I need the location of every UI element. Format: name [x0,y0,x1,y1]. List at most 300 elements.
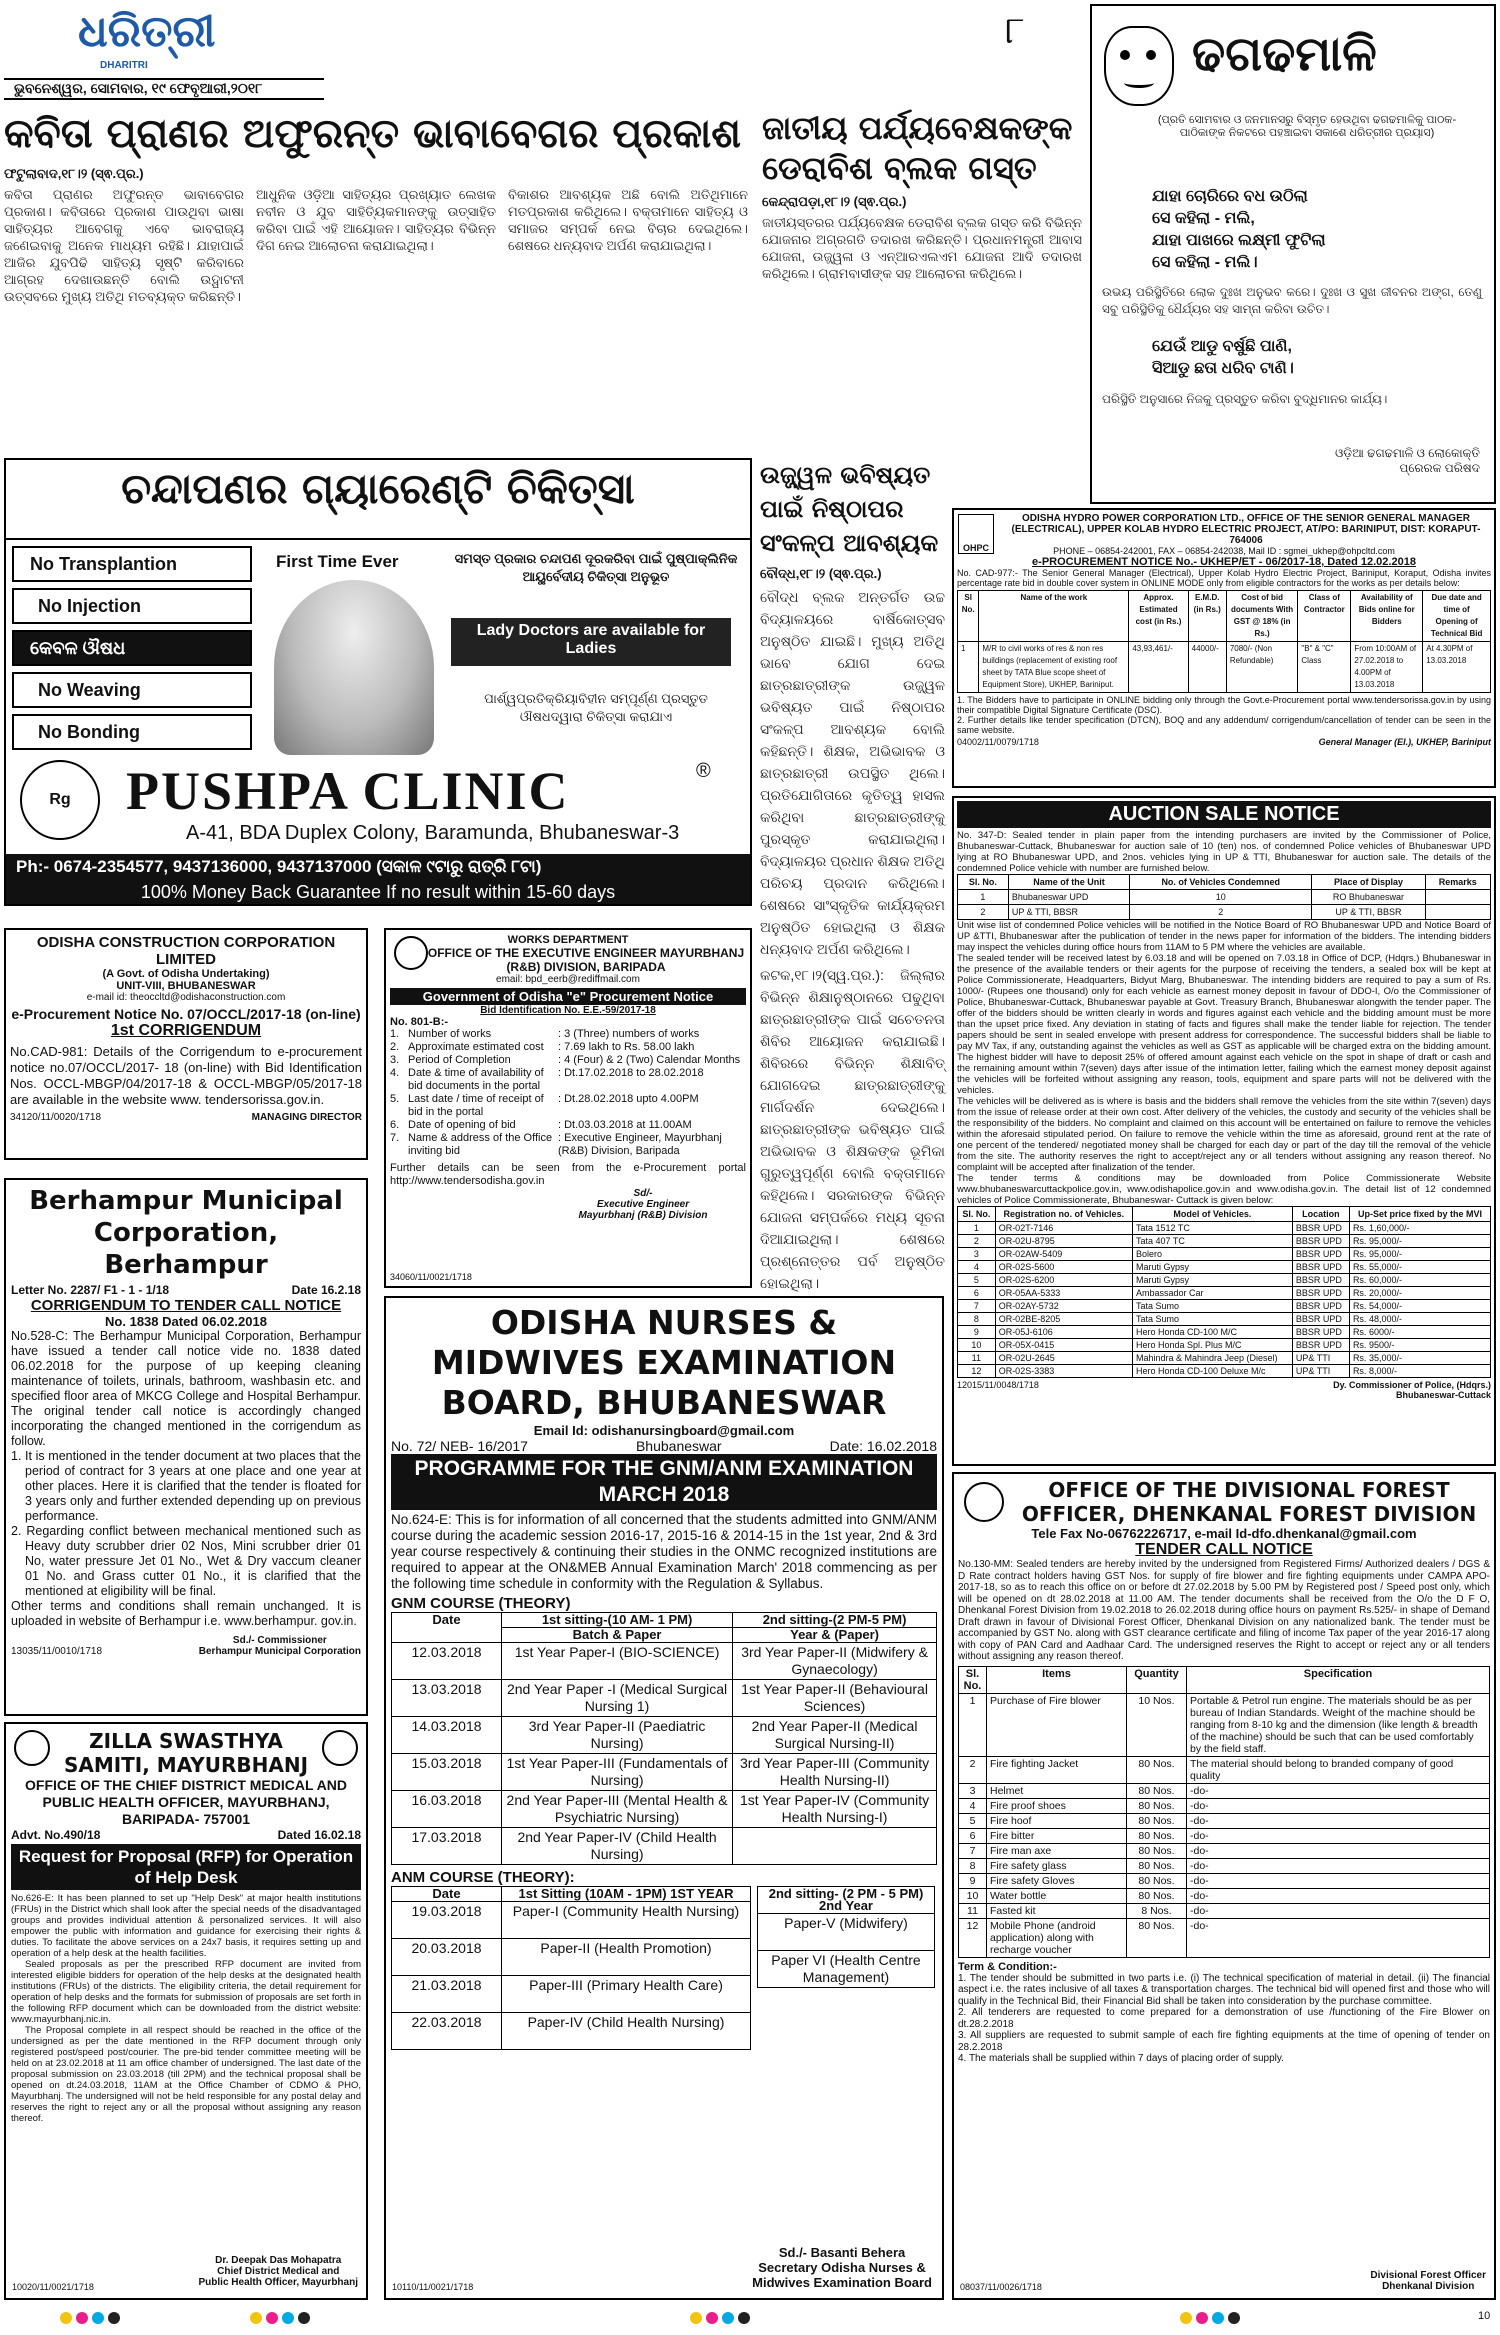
nurses-title: ODISHA NURSES & MIDWIVES EXAMINATION BOARD, BHUBANESWAR [431,1303,897,1422]
table-header: Items [987,1666,1127,1693]
story-column: ଆଧୁନିକ ଓଡ଼ିଆ ସାହିତ୍ୟର ପ୍ରଖ୍ୟାତ ଲେଖକ ନବୀନ ଓ ଯୁବ ସାହିତ୍ୟିକମାନଙ୍କୁ ଉତ୍ସାହିତ କରିବା ପାଇଁ ଏହି ଆୟୋଜନ। ସାହିତ୍ୟର ବିଭିନ୍ନ ଦିଗ ନେଇ ଆଲୋଚନା କରାଯାଇଥିଲା। [256,187,496,253]
zss-office: OFFICE OF THE CHIEF DISTRICT MEDICAL AND PUBLIC HEALTH OFFICER, MAYURBHANJ, BARIPADA- 757001 [25,1777,347,1827]
ohpc-table [957,590,1491,693]
works-ref: 34060/11/0021/1718 [390,1272,472,1282]
nurses-email: Email Id: odishanursingboard@gmail.com [533,1423,795,1438]
works-further: Further details can be seen from the e-Procurement portal http://www.tendersodisha.gov.in [390,1162,746,1187]
anm-table-2nd [757,1886,935,1988]
table-header: Registration no. of Vehicles. [995,1207,1132,1222]
table-cell: BBSR UPD [1292,1339,1349,1352]
table-cell: 1st Year Paper-IV (Community Health Nursing-I) [733,1791,937,1828]
table-cell: 6. [390,1119,400,1131]
odisha-emblem-icon [394,936,428,970]
table-row [392,1754,937,1791]
table-cell: Paper VI (Health Centre Management) [758,1951,935,1988]
story-dateline: କେନ୍ଦ୍ରାପଡ଼ା,୧୮।୨ (ସ୍ଵ.ପ୍ର.) [762,194,907,209]
story-headline: କବିତା ପ୍ରାଣର ଅଫୁରନ୍ତ ଭାବାବେଗର ପ୍ରକାଶ [4,111,742,157]
table-cell: 20.03.2018 [392,1939,502,1976]
table-cell: Purchase of Fire blower [987,1693,1127,1756]
bmc-sign: Sd./- Commissioner Berhampur Municipal Corporation [198,1635,361,1657]
table-cell: Rs. 54,000/- [1349,1300,1490,1313]
table-cell: BBSR UPD [1292,1261,1349,1274]
table-cell: BBSR UPD [1292,1313,1349,1326]
table-cell: Rs. 8,000/- [1349,1365,1490,1378]
color-swatch [722,2312,734,2324]
table-cell: 6 [959,1828,987,1843]
table-cell: 3rd Year Paper-III (Community Health Nursing-II) [733,1754,937,1791]
table-cell: Hero Honda CD-100 Deluxe M/c [1132,1365,1292,1378]
works-bid-id: Bid Identification No. E.E.-59/2017-18 [480,1005,656,1016]
table-cell: 2nd Year Paper-III (Mental Health & Psychiatric Nursing) [502,1791,733,1828]
table-cell: 80 Nos. [1127,1783,1187,1798]
table-cell: OR-02S-6200 [995,1274,1132,1287]
table-cell: 1st Year Paper-II (Behavioural Sciences) [733,1680,937,1717]
table-cell: BBSR UPD [1292,1326,1349,1339]
table-cell: M/R to civil works of res & non res buildings (replacement of existing roof sheet by TATA Blue scope sheet of Equipment Store), UKHEP, Bariniput. [979,642,1129,693]
works-details [390,1028,746,1158]
table-header: Sl. No. [958,875,1009,890]
table-cell: Rs. 48,000/- [1349,1313,1490,1326]
color-swatch-group [250,2312,310,2324]
table-cell: "B" & "C" Class [1298,642,1351,693]
forest-term: 4. The materials shall be supplied within 7 days of placing order of supply. [958,2053,1284,2064]
forest-emblem-icon [964,1482,1004,1522]
clinic-name: PUSHPA CLINIC [126,761,570,821]
table-cell: The material should belong to branded company of good quality [1187,1756,1490,1783]
table-cell: 2nd Year Paper -I (Medical Surgical Nursing 1) [502,1680,733,1717]
table-cell: OR-02T-7146 [995,1222,1132,1235]
clinic-feature: No Transplantion [12,546,252,582]
table-header: Quantity [1127,1666,1187,1693]
auction-title: AUCTION SALE NOTICE [957,801,1491,828]
table-cell: -do- [1187,1888,1490,1903]
table-header: Approx. Estimated cost (in Rs.) [1129,591,1188,642]
table-cell: Fire bitter [987,1828,1127,1843]
table-row [958,1222,1491,1235]
table-cell: 12.03.2018 [392,1643,502,1680]
color-swatch [1228,2312,1240,2324]
table-cell: 3. [390,1054,400,1066]
auction-para: The sealed tender will be received latest by 6.03.18 and will be opened on 7.03.18 in Office of DCP, (Hdqrs.) Bhubaneswar in the presence of the available tenders or their agents for the purpose of receiving the tenders, a sealed box will be kept at Police Commissionerate, Headquarters, Bidyut Marg, Bhubaneswar. The intending bidders are required to pay a sum of Rs. 1000/- (Rupees one thousand) only for each vehicle as earnest money deposit in favour of DDO-I, O/o the Commissioner of Police, Bhubaneswar-Cuttack, Bhubaneswar payable at Govt. Treasury Branch, Bhubaneswar alongwith the tender paper. The offer of the bidders should be written clearly in words and figures against each vehicle and the bidding amount must be more than the upset price fixed. Any deviation in stating of facts and figures shall make the tender liable for rejection. The tender papers should be sent in sealed envelope with present address for correspondence. The successful bidders shall be liable to pay MV Tax, if any, outstanding against the vehicles as well as GST as applicable will be charged extra on the bidding amount. The highest bidder will have to deposit 25% of offered amount against each vehicle on the spot in shape of draft or cash and the remaining amount within 7(seven) days after issue of the intimation letter, failing which the earnest money deposit against the vehicles will be forfeited without assigning any reason, tools, equipment and spare parts will not be delivered with the vehicles. [957,953,1491,1096]
page-mark: ୮ [1005,10,1025,52]
forest-tcn: TENDER CALL NOTICE [1135,1541,1313,1558]
table-cell: Last date / time of receipt of bid in the portal [408,1093,544,1118]
head-illustration [274,580,434,755]
column-verse: ଯେଉଁ ଆଡୁ ବର୍ଷୁଛି ପାଣି, ସିଆଡୁ ଛତା ଧରିବ ଟାଣି। [1152,338,1294,377]
table-header: Due date and time of Opening of Technical Bid [1423,591,1491,642]
table-cell: UP & TTI, BBSR [1008,905,1129,920]
table-header: Class of Contractor [1298,591,1351,642]
table-header: E.M.D. (in Rs.) [1188,591,1226,642]
table-cell: 14.03.2018 [392,1717,502,1754]
table-cell: Rs. 6000/- [1349,1326,1490,1339]
color-swatch [298,2312,310,2324]
works-office: OFFICE OF THE EXECUTIVE ENGINEER MAYURBHANJ (R&B) DIVISION, BARIPADA [427,946,745,974]
table-cell: 2 [958,905,1009,920]
table-cell: 80 Nos. [1127,1756,1187,1783]
table-cell: Fire safety Gloves [987,1873,1127,1888]
table-header: Cost of bid documents With GST @ 18% (in Rs.) [1226,591,1298,642]
color-swatch-group [690,2312,750,2324]
zss-right-logo [322,1730,358,1766]
table-header: 1st Sitting (10AM - 1PM) 1ST YEAR [502,1887,751,1902]
table-row [958,642,1491,693]
table-cell: BBSR UPD [1292,1222,1349,1235]
table-row [959,1918,1490,1957]
nurses-no: No. 72/ NEB- 16/2017 [391,1438,528,1454]
bmc-no: No. 1838 Dated 06.02.2018 [105,1314,267,1329]
ohpc-title: ODISHA HYDRO POWER CORPORATION LTD., OFFICE OF THE SENIOR GENERAL MANAGER (ELECTRICAL), UPPER KOLAB HYDRO ELECTRIC PROJECT, AT/PO: BARINIPUT, DIST: KORAPUT- 764006 [1011,513,1481,546]
gnm-table [391,1612,937,1865]
table-cell: 3rd Year Paper-II (Midwifery & Gynaecology) [733,1643,937,1680]
anm-title: ANM COURSE (THEORY): [391,1869,575,1886]
zss-title: ZILLA SWASTHYA SAMITI, MAYURBHANJ [63,1729,309,1777]
table-row [958,1261,1491,1274]
table-row [758,1951,935,1988]
zss-body: Sealed proposals as per the prescribed RFP document are invited from interested eligible bidders for operation of the help desks at the designated health institutions (FRUs) of the districts. The eligibility criteria, the detail requirement for operation of help desks and the formats for submission of proposals are set forth in the following RFP document which can be downloaded from the district website: www.mayurbhanj.nic.in. [11,1959,361,2025]
bmc-date: Date 16.2.18 [291,1283,361,1297]
clinic-side-note: ପାର୍ଶ୍ୱପ୍ରତିକ୍ରିୟାବିହୀନ ସମ୍ପୂର୍ଣ୍ଣ ପ୍ରସ୍ତୁତ ଔଷଧଦ୍ୱାରା ଚିକିତ୍ସା କରାଯାଏ [484,691,708,724]
table-row [758,1914,935,1951]
bmc-letter: Letter No. 2287/ F1 - 1 - 1/18 [11,1283,170,1297]
table-cell: Maruti Gypsy [1132,1261,1292,1274]
table-cell: Paper-II (Health Promotion) [502,1939,751,1976]
works-banner: Government of Odisha "e" Procurement Notice [390,988,746,1005]
ohpc-logo: OHPC [958,514,994,554]
ohpc-ref: 04002/11/0079/1718 [957,737,1039,747]
anm-table [391,1886,751,2050]
table-cell: 80 Nos. [1127,1888,1187,1903]
table-cell: Mahindra & Mahindra Jeep (Diesel) [1132,1352,1292,1365]
forest-ref: 08037/11/0026/1718 [960,2282,1042,2292]
bmc-body: No.528-C: The Berhampur Municipal Corporation, Berhampur have issued a tender call notice vide no. 1838 dated 06.02.2018 for the purpose of up keeping cleaning maintenance of toilets, urinals, bathroom, washbasin etc. and specified floor area of MKCG College and Hospital Berhampur. The original tender call notice is accordingly changed incorporating the changed mentioned in the corrigendum as follow. [11,1329,361,1448]
works-dept: WORKS DEPARTMENT [507,934,629,946]
table-cell: 1 [958,890,1009,905]
table-cell: 12 [958,1365,996,1378]
table-header: Sl No. [958,591,979,642]
table-cell: 80 Nos. [1127,1813,1187,1828]
table-row [392,1828,937,1865]
ohpc-note: 1. The Bidders have to participate in ONLINE bidding only through the Govt.e-Procurement portal www.tendersorissa.gov.in by using their compatible Digital Signature Certificate (DSC). [957,695,1491,715]
table-row [958,1339,1491,1352]
first-time-label: First Time Ever [276,552,399,571]
table-cell: UP& TTI [1292,1352,1349,1365]
forest-term: 1. The tender should be submitted in two parts i.e. (i) The technical specification of material in detail. (ii) The financial aspect i.e. the rates inclusive of all taxes & transportation charges. The technical bid will opened first and those who will qualify in the Technical Bid, their Financial Bid shall be taken into consideration by the purchase committee. [958,1972,1490,2007]
table-cell: Portable & Petrol run engine. The materials should be as per bureau of Indian Standards. Weight of the machine should be ranging from 8-10 kg and the dimension (like length & breadth of the machine) should be such that can be used comfortably by the field staff. [1187,1693,1490,1756]
gnm-title: GNM COURSE (THEORY) [391,1595,571,1612]
zss-body: The Proposal complete in all respect should be reached in the office of the undersigned as per the date mentioned in the RFP document through only registered post/speed post/courier. The pre-bid tender committee meeting will be held on at 23.02.2018 at 11 am office chamber of undersigned. The last date of the proposal submission on 23.03.2018 (till 2PM) and the technical proposal shall be opened on dt.24.03.2018, 11AM at the Office Chamber of CDMO & PHO, Mayurbhanj. The undersigned will not be held responsible for any postal delay and reserves the right to reject any or all the proposal without assigning any reason thereof. [11,2025,361,2124]
color-swatch [250,2312,262,2324]
column-body: ପରିସ୍ଥିତି ଅନୁସାରେ ନିଜକୁ ପ୍ରସ୍ତୁତ କରିବା ବୁଦ୍ଧିମାନର କାର୍ଯ୍ୟ। [1102,392,1388,406]
story-dateline: ଫଟୁଲାବାଦ,୧୮।୨ (ସ୍ଵ.ପ୍ର.) [4,166,144,181]
story-column: କବିତା ପ୍ରାଣର ଅଫୁରନ୍ତ ଭାବାବେଗର ପ୍ରକାଶ। କବିତାରେ ପ୍ରକାଶ ପାଉଥିବା ଭାଷା ସାହିତ୍ୟର ଆବେଗକୁ ଏବେ ଭାବରାଜ୍ୟ ଜଣେଇବାକୁ ଅନେକ ମାଧ୍ୟମ ରହିଛି। ଯାହାପାଇଁ ଆଜିର ଯୁବପିଢି ସାହିତ୍ୟ ସୃଷ୍ଟି କରିବାରେ ଆଗ୍ରହ ଦେଖାଉଛନ୍ତି ବୋଲି ଉଦ୍ଘାଟନୀ ଉତ୍ସବରେ ମୁଖ୍ୟ ଅତିଥି ମତବ୍ୟକ୍ତ କରିଛନ୍ତି। [4,187,244,304]
table-cell [1425,890,1490,905]
occl-title: ODISHA CONSTRUCTION CORPORATION LIMITED [36,934,336,968]
table-cell: 4 [959,1798,987,1813]
table-row [958,1326,1491,1339]
table-header: Up-Set price fixed by the MVI [1349,1207,1490,1222]
works-detail-row [390,1093,746,1119]
color-swatch [738,2312,750,2324]
table-cell: 1st Year Paper-I (BIO-SCIENCE) [502,1643,733,1680]
works-detail-row [390,1041,746,1054]
story-body: ଜାତୀୟସ୍ତରର ପର୍ଯ୍ୟବେକ୍ଷକ ଡେରାବିଶ ବ୍ଲକ ଗସ୍ତ କରି ବିଭିନ୍ନ ଯୋଜନାର ଅଗ୍ରଗତି ତଦାରଖ କରିଛନ୍ତି। ପ୍ରଧାନମନ୍ତ୍ରୀ ଆବାସ ଯୋଜନା, ଉଜ୍ଜ୍ୱଳା ଓ ଏନ୍ଆରଏଲଏମ ଯୋଜନା ଆଦି ତଦାରଖ କରିଥିଲେ। ଗ୍ରାମବାସୀଙ୍କ ସହ ଆଲୋଚନା କରିଥିଲେ। [762,215,1082,281]
table-cell: Rs. 55,000/- [1349,1261,1490,1274]
table-cell: 12 [959,1918,987,1957]
page-number: 10 [1478,2310,1491,2322]
table-header: Date [392,1887,502,1902]
table-header: Batch & Paper [502,1628,733,1643]
auction-sign: Dy. Commissioner of Police, (Hdqrs.) Bhubaneswar-Cuttack [1333,1380,1491,1400]
table-cell: 22.03.2018 [392,2013,502,2050]
bmc-item: 1. It is mentioned in the tender document at two places that the period of contract for 3 years at one place and one year at other places. Here it is clarified that the tender is floated for 3 years only and further extended depending up on previous performance. [11,1449,361,1523]
table-cell: 1 [958,1222,996,1235]
table-cell: Date of opening of bid [408,1119,516,1131]
zss-notice [4,1722,368,2300]
table-cell: Hero Honda Spl. Plus M/C [1132,1339,1292,1352]
table-cell: Rs. 1,60,000/- [1349,1222,1490,1235]
table-cell: -do- [1187,1783,1490,1798]
lady-doctors-banner: Lady Doctors are available for Ladies [451,618,731,666]
color-swatch [266,2312,278,2324]
occl-ref: 34120/11/0020/1718 [10,1112,102,1123]
table-cell: OR-05X-0415 [995,1339,1132,1352]
table-cell: Rs. 9500/- [1349,1339,1490,1352]
occl-unit: UNIT-VIII, BHUBANESWAR [116,980,256,992]
color-swatch [1196,2312,1208,2324]
clinic-feature: No Bonding [12,714,252,750]
ohpc-notice [952,508,1496,788]
table-cell: 8 Nos. [1127,1903,1187,1918]
zss-advt: Advt. No.490/18 [11,1828,101,1842]
bmc-item: 2. Regarding conflict between mechanical mentioned such as Heavy duty scrubber drier 02 Nos, Mini scrubber drier 01 No, water pressure Jet 01 No., Wet & Dry vaccum cleaner 01 No. and Grass cutter 01 No., it is clarified that the mentioned at eligibility will be final. [11,1524,361,1598]
table-row [958,1365,1491,1378]
table-cell: 80 Nos. [1127,1858,1187,1873]
zss-rfp: Request for Proposal (RFP) for Operation of Help Desk [11,1844,361,1890]
color-swatch [76,2312,88,2324]
ohpc-note: 2. Further details like tender specification (DTCN), BOQ and any addendum/ corrigendum/cancellation of tender can be seen in the same website. [957,715,1491,735]
zss-body: No.626-E: It has been planned to set up "Help Desk" at major health institutions (FRUs) in the District which shall look after the special needs of the disadvantaged groups and provides individual attention & personalized services. It will also empower the public with information and guidance for exercising their rights & duties. To facilitate the above services on a 24x7 basis, it requires setting up and operation of a help desk at the health facilities. [11,1893,361,1959]
table-row [959,1843,1490,1858]
clinic-headline: ଚନ୍ଦାପଣର ଗ୍ୟାରେଣ୍ଟି ଚିକିତ୍ସା [121,464,635,513]
registration-marks [0,2306,1500,2335]
table-cell: 7080/- (Non Refundable) [1226,642,1298,693]
table-cell: Fire fighting Jacket [987,1756,1127,1783]
table-cell: From 10:00AM of 27.02.2018 to 4.00PM of 13.03.2018 [1351,642,1423,693]
story-column: ବିକାଶର ଆବଶ୍ୟକ ଅଛି ବୋଲି ଅତିଥିମାନେ ମତପ୍ରକାଶ କରିଥିଲେ। ବକ୍ତାମାନେ ସାହିତ୍ୟ ଓ ସମାଜର ସମ୍ପର୍କ ନେଇ ବିଚାର ଦେଇଥିଲେ। ଶେଷରେ ଧନ୍ୟବାଦ ଅର୍ପଣ କରାଯାଇଥିଲା। [508,187,748,253]
table-cell: : Dt.17.02.2018 to 28.02.2018 [558,1067,704,1079]
table-cell: Date & time of availability of bid documents in the portal [408,1067,544,1092]
auction-ref: 12015/11/0048/1718 [957,1380,1039,1390]
table-row [959,1798,1490,1813]
table-cell: 6 [958,1287,996,1300]
auction-para: Unit wise list of condemned Police vehicles will be notified in the Notice Board of RO Bhubaneswar UPD and Notice Board of UP &TTI, Bhubaneswar after the publication of tender in the news paper for information of the bidders. The intending bidders may inspect the vehicles during office hours from 11AM to 5 PM where the vehicles are available. [957,920,1491,953]
table-cell: UP & TTI, BBSR [1312,905,1425,920]
table-row [392,1680,937,1717]
ohpc-notice-no: e-PROCUREMENT NOTICE No.- UKHEP/ET - 06/2017-18, Dated 12.02.2018 [1032,556,1416,568]
table-cell: 2 [1130,905,1312,920]
table-cell: Fire proof shoes [987,1798,1127,1813]
table-cell: -do- [1187,1798,1490,1813]
table-row [959,1858,1490,1873]
dharitri-logo-sub: DHARITRI [100,60,148,71]
clinic-feature: କେବଳ ଔଷଧ [12,630,252,666]
zss-left-logo [14,1730,50,1766]
table-header: Name of the Unit [1008,875,1129,890]
table-cell: 19.03.2018 [392,1902,502,1939]
color-swatch [282,2312,294,2324]
table-cell: -do- [1187,1873,1490,1888]
works-sign: Sd/- Executive Engineer Mayurbhanj (R&B) Division [578,1188,708,1221]
table-cell: 8 [958,1313,996,1326]
works-email: email: bpd_eerb@rediffmail.com [496,974,640,985]
column-title: ଢଗଢମାଳି [1192,26,1377,82]
clinic-treatment-text: ସମସ୍ତ ପ୍ରକାର ଚନ୍ଦାପଣ ଦୂରକରିବା ପାଇଁ ପୁଷ୍ପାକ୍ଲିନିକ ଆୟୁର୍ବେଦୀୟ ଚିକିତ୍ସା ଅନୁଭୂତ [454,551,738,584]
table-cell: Rs. 95,000/- [1349,1248,1490,1261]
auction-para: The vehicles will be delivered as is where is basis and the bidders shall remove the vehicles from the site within 7(seven) days from the issue of release order at their own cost. After delivery of the vehicles, the custody and security of the vehicles shall be the responsibility of the bidders. No complaint and claimed on this account will be entertained on failure to remove the vehicles within the aforesaid stipulated period. On failure to remove the vehicle within the time as aforesaid, ground rent at the rate of one percent of the tendered/ negotiated money shall be charged for each day or part of the day till the removal of the vehicle from the site. The authority reserves the right to accept/reject any or all tenders without assigning any reason thereof. No complaint will be accepted after finalization of the tender. [957,1096,1491,1173]
table-row [959,1903,1490,1918]
table-cell: 10 Nos. [1127,1693,1187,1756]
table-cell: Bolero [1132,1248,1292,1261]
table-cell: -do- [1187,1828,1490,1843]
table-header: 1st sitting-(10 AM- 1 PM) [502,1613,733,1628]
table-header: Place of Display [1312,875,1425,890]
auction-notice [952,796,1496,1466]
table-cell: 2 [958,1235,996,1248]
table-cell: 80 Nos. [1127,1828,1187,1843]
table-row [392,2013,751,2050]
table-cell: Tata 407 TC [1132,1235,1292,1248]
table-header: Location [1292,1207,1349,1222]
table-row [958,1352,1491,1365]
table-cell: -do- [1187,1918,1490,1957]
column-body: ଉଭୟ ପରିସ୍ଥିତିରେ ଲୋକ ଦୁଃଖ ଅନୁଭବ କରେ। ଦୁଃଖ ଓ ସୁଖ ଜୀବନର ଅଙ୍ଗ, ତେଣୁ ସବୁ ପରିସ୍ଥିତିକୁ ଧୈର୍ଯ୍ୟର ସହ ସାମ୍ନା କରିବା ଉଚିତ। [1102,285,1482,316]
table-row [958,890,1491,905]
occl-notice-no: e-Procurement Notice No. 07/OCCL/2017-18 (on-line) [11,1006,361,1022]
nurses-board-notice [384,1296,944,2300]
table-cell: 17.03.2018 [392,1828,502,1865]
table-cell: 1 [959,1693,987,1756]
table-cell: 44000/- [1188,642,1226,693]
table-cell: 80 Nos. [1127,1843,1187,1858]
table-row [959,1873,1490,1888]
bmc-notice [4,1178,368,1716]
forest-tel: Tele Fax No-06762226717, e-mail Id-dfo.dhenkanal@gmail.com [1031,1526,1417,1541]
forest-table [958,1666,1490,1958]
table-header: Remarks [1425,875,1490,890]
clinic-seal: Rg [20,760,100,840]
table-cell: Bhubaneswar UPD [1008,890,1129,905]
nurses-programme: PROGRAMME FOR THE GNM/ANM EXAMINATION MARCH 2018 [391,1454,937,1510]
column-credit: ଓଡ଼ିଆ ଢଗଢମାଳି ଓ ଲୋକୋକ୍ତି ପ୍ରେରକ ପରିଷଦ [1335,446,1480,475]
table-row [959,1783,1490,1798]
table-cell: : Dt.28.02.2018 upto 4.00PM [558,1093,699,1105]
table-header: Year & (Paper) [733,1628,937,1643]
color-swatch-group [1180,2312,1240,2324]
color-swatch [1212,2312,1224,2324]
table-cell: Helmet [987,1783,1127,1798]
dharitri-logo: ଧରିତ୍ରୀ [78,6,216,57]
table-row [959,1756,1490,1783]
table-cell: RO Bhubaneswar [1312,890,1425,905]
forest-notice [952,1472,1496,2300]
forest-sign: Divisional Forest Officer Dhenkanal Division [1370,2270,1486,2292]
story-body: କଟକ,୧୮।୨(ସ୍ୱ.ପ୍ର.): ଜିଲ୍ଲାର ବିଭିନ୍ନ ଶିକ୍ଷାନୁଷ୍ଠାନରେ ପଢୁଥିବା ଛାତ୍ରଛାତ୍ରୀଙ୍କ ପାଇଁ ସଚେତନତା ଶିବିର ଆୟୋଜନ କରାଯାଇଛି। ଶିବିରରେ ବିଭିନ୍ନ ଶିକ୍ଷାବିତ୍ ଯୋଗଦେଇ ଛାତ୍ରଛାତ୍ରୀଙ୍କୁ ମାର୍ଗଦର୍ଶନ ଦେଇଥିଲେ। ଛାତ୍ରଛାତ୍ରୀଙ୍କ ଭବିଷ୍ୟତ ପାଇଁ ଅଭିଭାବକ ଓ ଶିକ୍ଷକଙ୍କ ଭୂମିକା ଗୁରୁତ୍ୱପୂର୍ଣ୍ଣ ବୋଲି ବକ୍ତାମାନେ କହିଥିଲେ। ସରକାରଙ୍କ ବିଭିନ୍ନ ଯୋଜନା ସମ୍ପର୍କରେ ମଧ୍ୟ ସୂଚନା ଦିଆଯାଇଥିଲା। ଶେଷରେ ପ୍ରଶ୍ନୋତ୍ତର ପର୍ବ ଅନୁଷ୍ଠିତ ହୋଇଥିଲା। [760,967,945,1291]
table-cell: 1 [958,642,979,693]
table-cell: 9 [958,1326,996,1339]
table-cell: Name & address of the Office inviting bid [408,1132,553,1157]
occl-sub: (A Govt. of Odisha Undertaking) [102,968,270,980]
table-cell: Tata Sumo [1132,1313,1292,1326]
table-row [392,1939,751,1976]
table-header: Specification [1187,1666,1490,1693]
column-verse: ଯାହା ଚୋରିରେ ବଧ ଉଠିଲା ସେ କହିଲା - ମଲି, ଯାହା ପାଖରେ ଲକ୍ଷ୍ମୀ ଫୁଟିଲା ସେ କହିଲା - ମଲି। [1152,188,1326,271]
table-cell: : 3 (Three) numbers of works [558,1028,700,1040]
story-headline: ଉଜ୍ଜ୍ୱଳ ଭବିଷ୍ୟତ ପାଇଁ ନିଷ୍ଠାପର ସଂକଳ୍ପ ଆବଶ୍ୟକ [760,461,939,557]
table-cell: 5 [958,1274,996,1287]
table-cell: Paper-III (Primary Health Care) [502,1976,751,2013]
works-detail-row [390,1054,746,1067]
table-cell: 4 [958,1261,996,1274]
face-icon [1104,26,1174,106]
table-cell: UP& TTI [1292,1365,1349,1378]
table-row [958,1248,1491,1261]
table-row [959,1813,1490,1828]
bmc-footer: Other terms and conditions shall remain unchanged. It is uploaded in website of Berhampur i.e. www.berhampur. gov.in. [11,1599,361,1628]
table-cell: Ambassador Car [1132,1287,1292,1300]
works-detail-row [390,1028,746,1041]
table-row [958,1235,1491,1248]
table-header: 2nd sitting- (2 PM - 5 PM) 2nd Year [758,1887,935,1914]
table-cell: Tata 1512 TC [1132,1222,1292,1235]
table-cell: : 7.69 lakh to Rs. 58.00 lakh [558,1041,695,1053]
table-cell: BBSR UPD [1292,1300,1349,1313]
occl-body: No.CAD-981: Details of the Corrigendum to e-procurement notice no.07/OCCL/2017- 18 (on-line) with Bid Identification Nos. OCCL-MBGP/04/2017-18 & OCCL-MBGP/05/2017-18 are available in the website www. tendersorissa.gov.in. [10,1044,362,1107]
table-cell: 4. [390,1067,400,1079]
table-cell: 2 [959,1756,987,1783]
table-cell: -do- [1187,1843,1490,1858]
nurses-ref: 10110/11/0021/1718 [392,2282,474,2292]
works-no: No. 801-B:- [390,1016,449,1028]
color-swatch [108,2312,120,2324]
clinic-phone: Ph:- 0674-2354577, 9437136000, 9437137000 (ସକାଳ ୯ଟାରୁ ରାତ୍ରି ୮ଟା) [6,854,750,880]
table-cell: Rs. 35,000/- [1349,1352,1490,1365]
table-row [958,1313,1491,1326]
table-cell: Maruti Gypsy [1132,1274,1292,1287]
auction-para: No. 347-D: Sealed tender in plain paper from the intending purchasers are invited by the Commissioner of Police, Bhubaneswar-Cuttack, Bhubaneswar for auction sale of 10 (ten) nos. of condemned Police vehicles of Bhubaneswar UPD lying at RO Bhubaneswar UPD, and 2nos. vehicles lying in UP & TTI, Bhubaneswar for auction sale. The details of the condemned Police vehicle with number are furnished below. [957,830,1491,874]
table-cell: 3 [959,1783,987,1798]
forest-title: OFFICE OF THE DIVISIONAL FOREST OFFICER, DHENKANAL FOREST DIVISION [1021,1478,1477,1526]
zss-date: Dated 16.02.18 [277,1828,361,1842]
occl-email: e-mail id: theoccltd@odishaconstruction.com [86,992,286,1003]
forest-body: No.130-MM: Sealed tenders are hereby invited by the undersigned from Registered Firms/ Authorized dealers / DGS & D Rate contract holders having GST Nos. for supply of fire blower and fire fighting equipments under CAMPA APO-2017-18, so as to reach this office on or before dt 27.02.2018 by 5.00 PM by Registered post / Speed post only, which will be opened on dt 28.02.2018 at 11.00 AM. The tender documents shall be received from the O/o the D F O, Dhenkanal Forest Division from 19.02.2018 to 26.02.2018 during office hours on payment Rs.525/- in shape of Demand Draft drawn in favour of Divisional Forest Officer, Dhenkanal Division on any nationalized bank. The tender must be accompanied by GST No. along with GST clearance certificate and filing of income Tax paper of the year 2016-17 along with copy of PAN Card and Aadhaar Card. The undersigned reserves the Right to accept or reject any or all tenders without assigning any reason thereof. [958,1559,1490,1662]
table-cell: OR-02U-2645 [995,1352,1132,1365]
zss-sign: Dr. Deepak Das Mohapatra Chief District Medical and Public Health Officer, Mayurbhanj [198,2255,358,2288]
table-cell: Paper-IV (Child Health Nursing) [502,2013,751,2050]
table-row [392,1717,937,1754]
table-cell: OR-02S-5600 [995,1261,1132,1274]
zss-ref: 10020/11/0021/1718 [12,2282,94,2292]
table-cell: 2. [390,1041,400,1053]
table-header: Sl. No. [958,1207,996,1222]
table-cell: BBSR UPD [1292,1287,1349,1300]
bmc-ref: 13035/11/0010/1718 [11,1646,103,1657]
table-cell: Hero Honda CD-100 M/C [1132,1326,1292,1339]
table-cell: 2nd Year Paper-IV (Child Health Nursing) [502,1828,733,1865]
table-cell: : Executive Engineer, Mayurbhanj (R&B) Division, Baripada [558,1132,722,1157]
table-row [392,1791,937,1828]
table-cell: 5 [959,1813,987,1828]
